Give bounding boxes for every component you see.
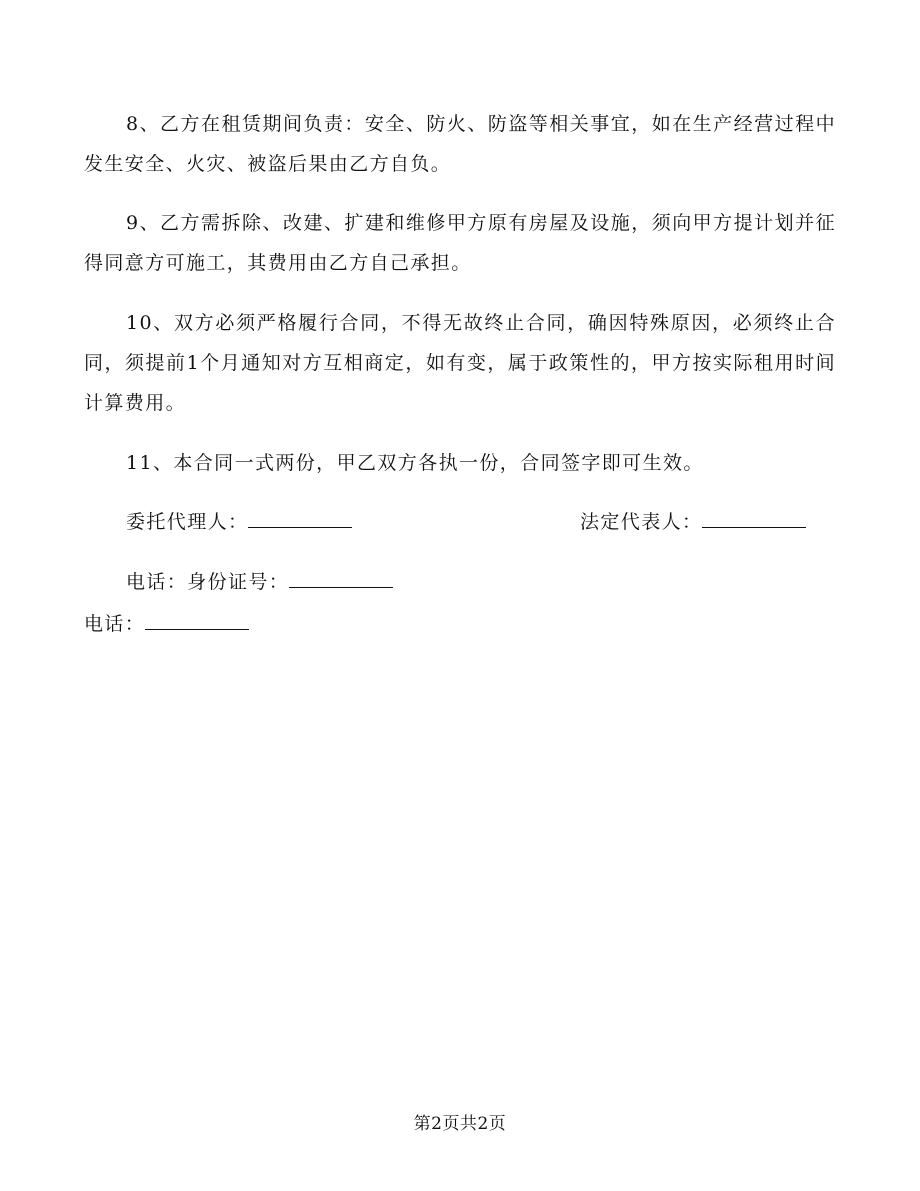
clause-11: 11、本合同一式两份，甲乙双方各执一份，合同签字即可生效。 — [126, 452, 704, 474]
clause-8: 8、乙方在租赁期间负责：安全、防火、防盗等相关事宜，如在生产经营过程中发生安全、火灾、被盗后果由乙方自负。 — [84, 113, 836, 175]
phone-blank — [145, 609, 249, 630]
agent-label: 委托代理人： — [126, 511, 249, 533]
legal-rep-blank — [702, 507, 806, 528]
clause-10: 10、双方必须严格履行合同，不得无故终止合同，确因特殊原因，必须终止合同，须提前1个月通知对方互相商定，如有变，属于政策性的，甲方按实际租用时间计算费用。 — [84, 312, 836, 414]
clause-9: 9、乙方需拆除、改建、扩建和维修甲方原有房屋及设施，须向甲方提计划并征得同意方可施工，其费用由乙方自己承担。 — [84, 212, 836, 274]
phone-label: 电话： — [84, 613, 146, 635]
phone-id-line — [126, 567, 393, 597]
phone-line — [84, 609, 249, 639]
phone-id-label: 电话：身份证号： — [126, 571, 290, 593]
legal-rep-label: 法定代表人： — [580, 511, 703, 533]
id-number-blank — [289, 567, 393, 588]
agent-blank — [248, 507, 352, 528]
agent-signature-line — [126, 507, 352, 537]
page-footer: 第2页共2页 — [413, 1114, 507, 1134]
legal-rep-signature-line — [580, 507, 806, 537]
